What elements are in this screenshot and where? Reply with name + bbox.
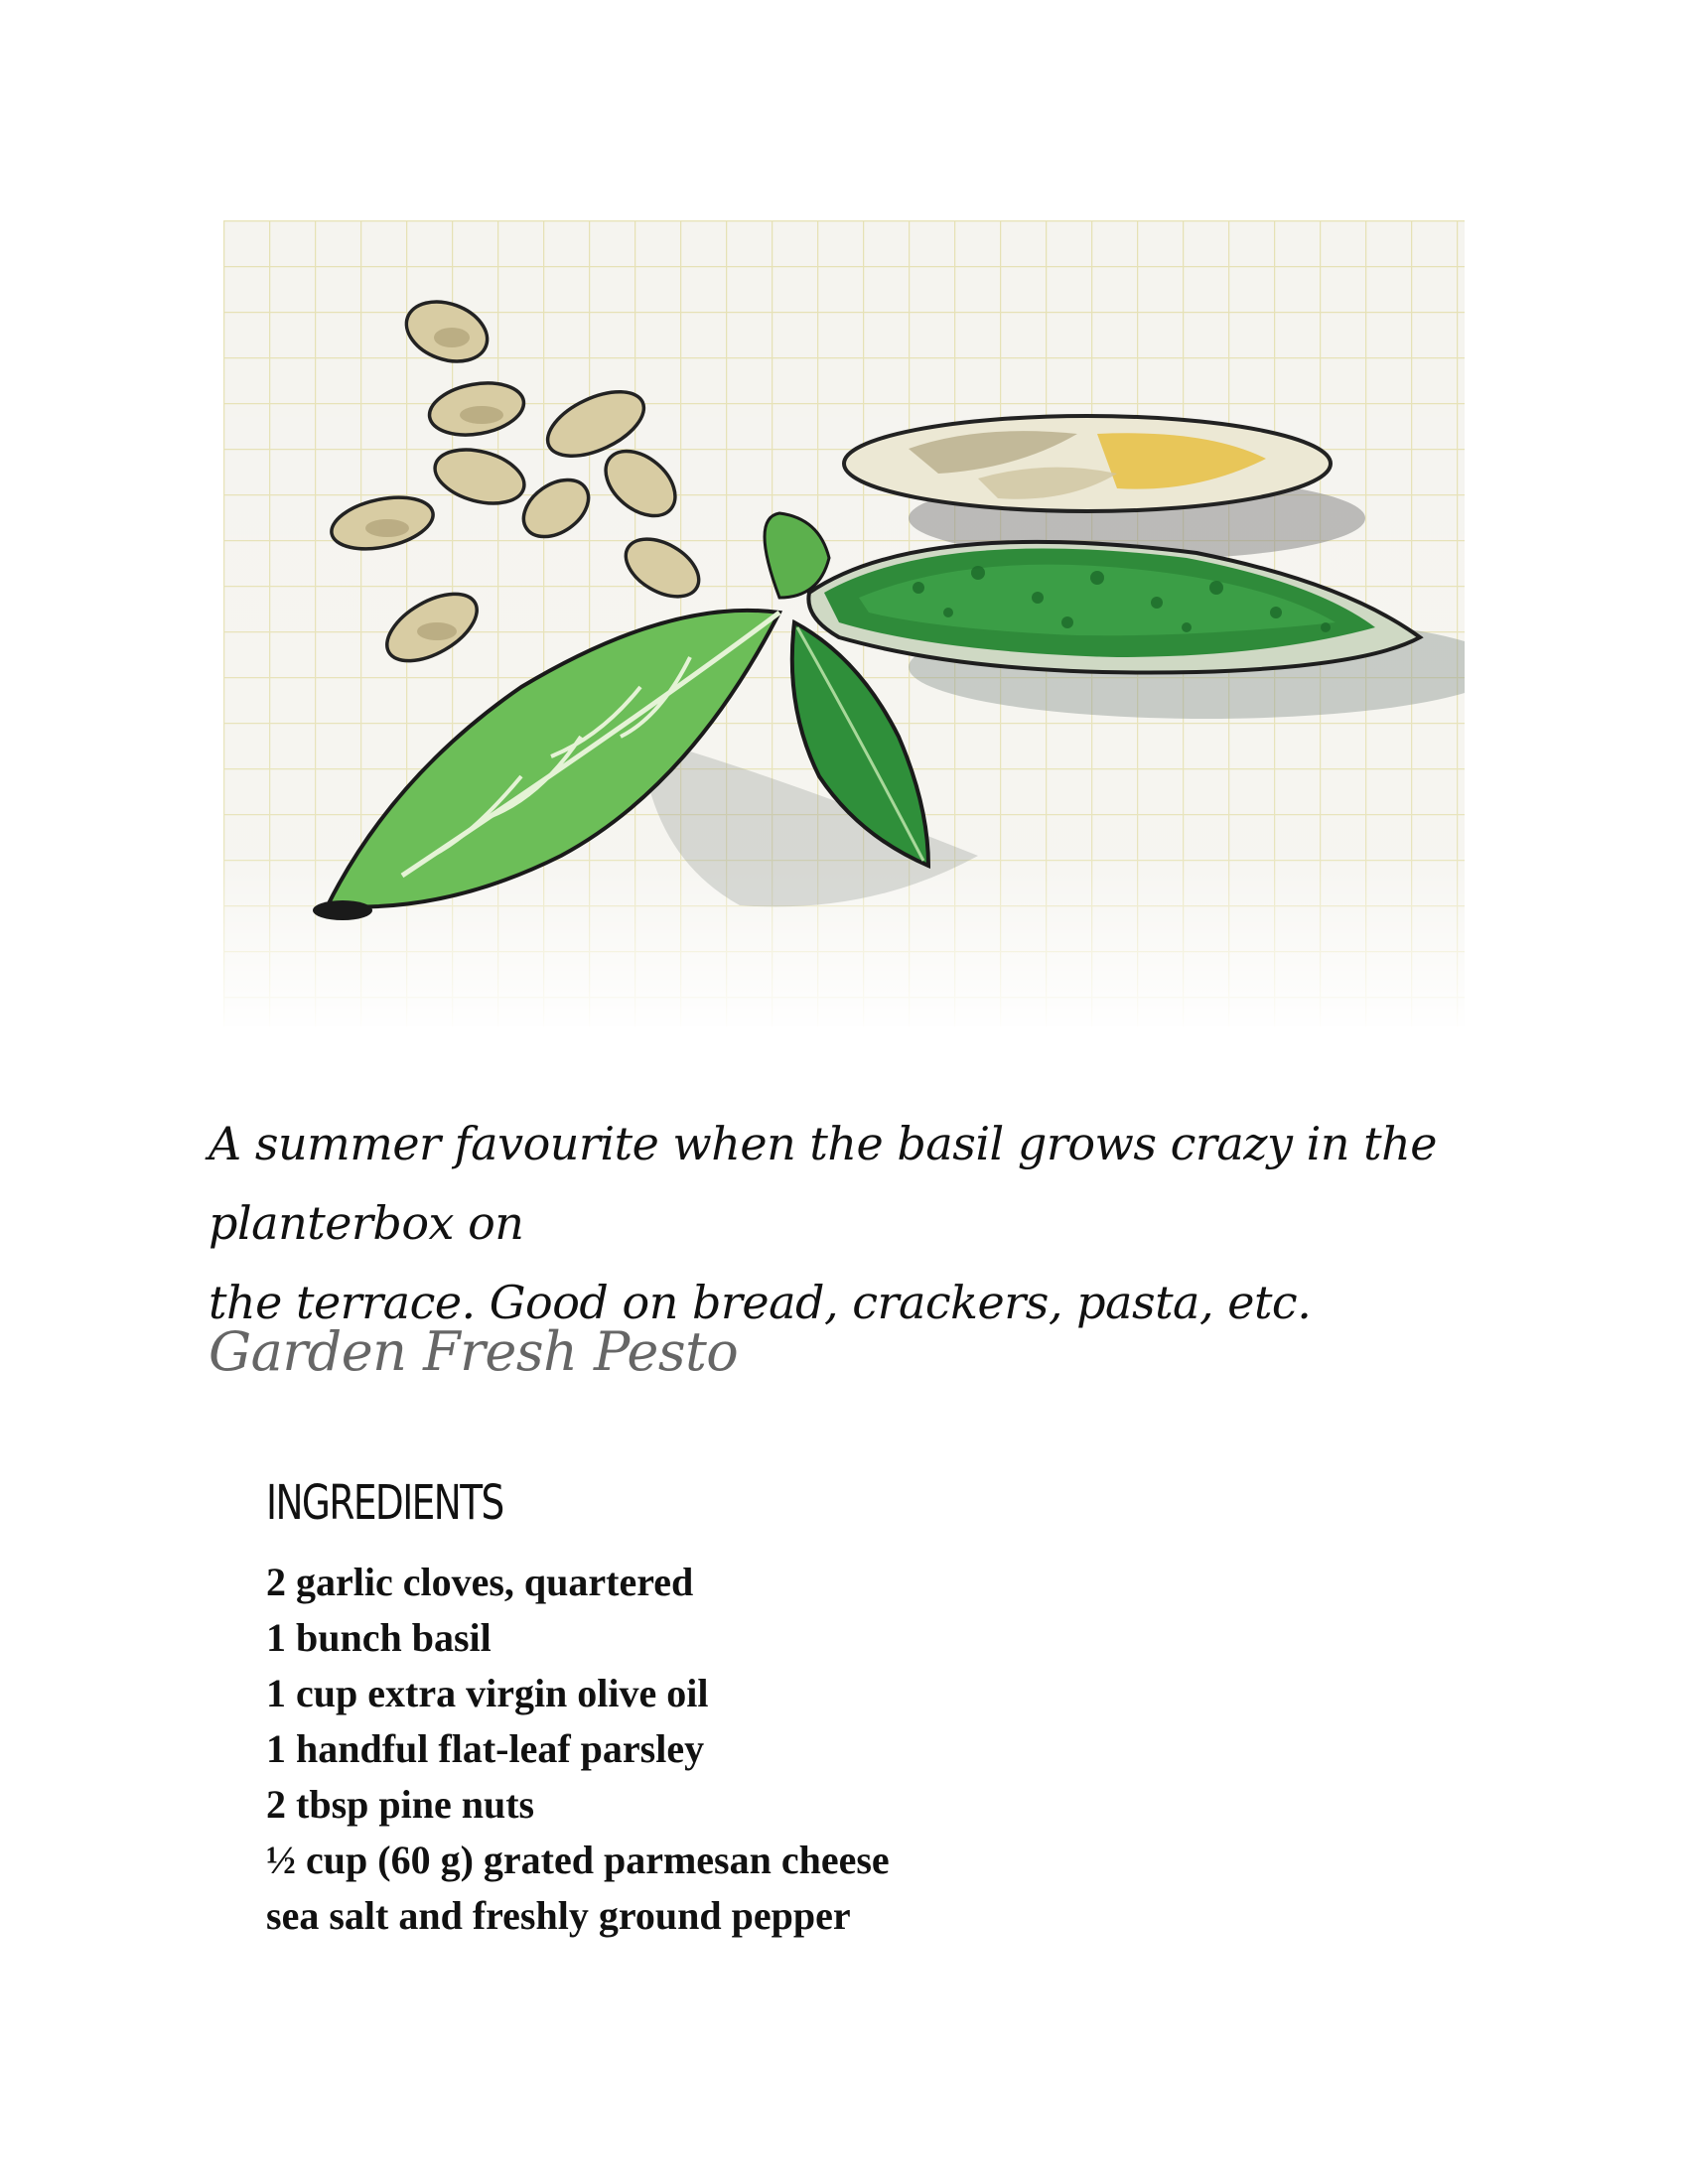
ingredient-item: 1 cup extra virgin olive oil <box>266 1671 709 1715</box>
ingredient-item: sea salt and freshly ground pepper <box>266 1893 851 1938</box>
ingredient-item: 2 garlic cloves, quartered <box>266 1560 694 1604</box>
pesto-illustration <box>223 220 1465 1026</box>
ingredient-item: 1 handful flat-leaf parsley <box>266 1726 705 1771</box>
ingredients-heading: INGREDIENTS <box>266 1475 503 1531</box>
recipe-intro <box>209 1104 1499 1342</box>
ingredient-item: 2 tbsp pine nuts <box>266 1782 535 1827</box>
ingredient-list <box>266 1555 890 1944</box>
ingredient-item: 1 bunch basil <box>266 1615 492 1660</box>
recipe-intro-line-1: A summer favourite when the basil grows crazy in the planterbox on <box>209 1117 1437 1250</box>
recipe-intro-line-2: the terrace. Good on bread, crackers, pasta, etc. <box>209 1276 1312 1329</box>
cheese-plate-sketch <box>844 416 1331 511</box>
ingredient-item: ½ cup (60 g) grated parmesan cheese <box>266 1838 890 1882</box>
recipe-title: Garden Fresh Pesto <box>209 1320 739 1383</box>
